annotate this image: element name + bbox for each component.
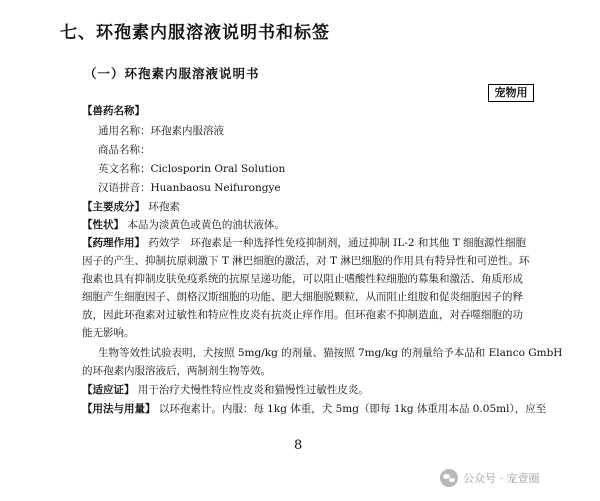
subheading: （一）环孢素内服溶液说明书 [84, 66, 260, 81]
wechat-icon [440, 469, 458, 487]
indications-title: 【适应证】 [82, 384, 135, 396]
page-number: 8 [294, 438, 303, 453]
pharmacology-title: 【药理作用】 [82, 237, 145, 249]
properties-title: 【性状】 [82, 219, 124, 231]
pharmacology-line-2: 因子的产生、抑制抗原刺激下 T 淋巴细胞的激活，对 T 淋巴细胞的作用具有特异性和可逆性。环 [82, 255, 530, 267]
watermark-text: 公众号 · 宠壹圈 [463, 472, 540, 485]
pharmacology-line-7: 生物等效性试验表明，犬按照 5mg/kg 的剂量、猫按照 7mg/kg 的剂量给予本品和 Elanco GmbH [98, 347, 563, 359]
common-name: 通用名称：环孢素内服溶液 [98, 125, 224, 137]
main-ingredient-title: 【主要成分】 [82, 201, 145, 213]
pinyin-name: 汉语拼音：Huanbaosu Neifurongye [98, 182, 281, 194]
indications-line [82, 383, 369, 397]
dosage-title: 【用法与用量】 [82, 403, 156, 415]
pharmacology-line-1 [82, 236, 526, 250]
pharmacology-line-4: 细胞产生细胞因子、朗格汉斯细胞的功能、肥大细胞脱颗粒，从而阻止组胺和促炎细胞因子的释 [82, 291, 523, 303]
english-name: 英文名称：Ciclosporin Oral Solution [98, 163, 286, 175]
pet-use-tag: 宠物用 [488, 84, 534, 102]
pharmacology-line-8: 的环孢素内服溶液后，两制剂生物等效。 [82, 365, 271, 377]
main-ingredient-text: 环孢素 [148, 201, 180, 213]
pharmacology-text-1: 药效学 环孢素是一种选择性免疫抑制剂，通过抑制 IL-2 和其他 T 细胞源性细胞 [148, 237, 527, 249]
page-heading: 七、环孢素内服溶液说明书和标签 [60, 23, 330, 43]
properties-line [82, 218, 285, 232]
dosage-line [82, 402, 546, 416]
main-ingredient-line [82, 200, 180, 214]
section-drug-name-title: 【兽药名称】 [82, 105, 145, 117]
pharmacology-line-3: 孢素也具有抑制皮肤免疫系统的抗原呈递功能，可以阻止嗜酸性粒细胞的募集和激活、角质形成 [82, 273, 523, 285]
trade-name: 商品名称： [98, 144, 151, 156]
properties-text: 本品为淡黄色或黄色的油状液体。 [127, 219, 285, 231]
indications-text: 用于治疗犬慢性特应性皮炎和猫慢性过敏性皮炎。 [137, 384, 369, 396]
dosage-text: 以环孢素计。内服：每 1kg 体重，犬 5mg（即每 1kg 体重用本品 0.05ml），应至 [158, 403, 547, 415]
pharmacology-line-6: 能无影响。 [82, 327, 135, 339]
pharmacology-line-5: 放，因此环孢素对过敏性和特应性皮炎有抗炎止痒作用。但环孢素不抑制造血，对吞噬细胞的功 [82, 309, 523, 321]
watermark [440, 467, 540, 489]
